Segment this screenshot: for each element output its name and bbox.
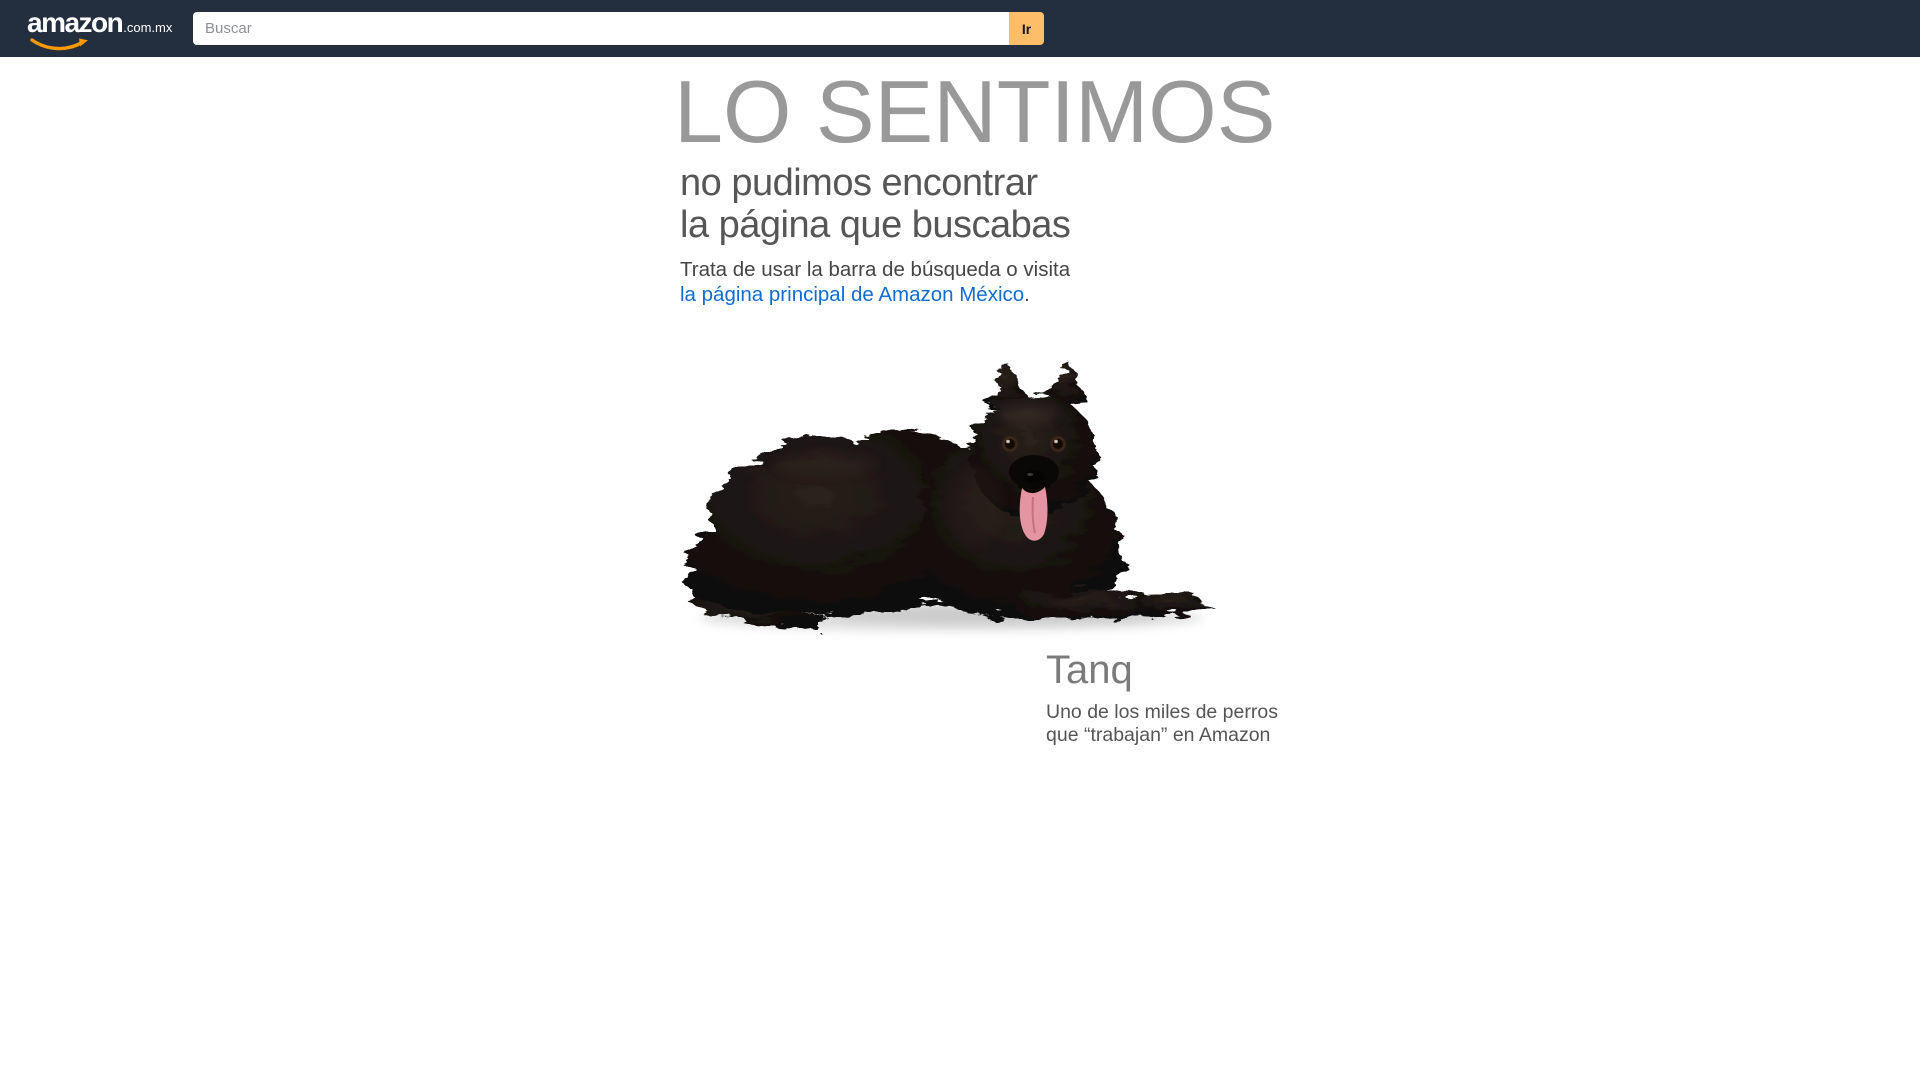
amazon-logo-brand: amazon <box>27 7 123 38</box>
amazon-logo[interactable] <box>27 8 172 38</box>
link-period: . <box>1024 283 1030 306</box>
search-input[interactable] <box>193 12 1009 45</box>
dog-name: Tanq <box>1046 648 1133 692</box>
error-subtitle <box>680 162 1070 246</box>
error-title: LO SENTIMOS <box>674 62 1276 161</box>
error-subtitle-line1: no pudimos encontrar <box>680 162 1038 204</box>
dog-caption-line2: que “trabajan” en Amazon <box>1046 724 1271 746</box>
home-page-link[interactable]: la página principal de Amazon México <box>680 283 1025 306</box>
nav-bar <box>0 0 1920 57</box>
search-go-button[interactable]: Ir <box>1009 12 1044 45</box>
amazon-logo-domain: .com.mx <box>123 20 173 35</box>
error-help-text: Trata de usar la barra de búsqueda o visita <box>680 258 1071 281</box>
dog-caption-line1: Uno de los miles de perros <box>1046 701 1278 723</box>
dog-photo <box>676 356 1241 646</box>
error-help-link-line <box>680 282 1070 307</box>
amazon-smile-icon <box>30 37 92 53</box>
error-help <box>680 257 1070 307</box>
dog-caption <box>1046 701 1278 747</box>
error-subtitle-line2: la página que buscabas <box>680 204 1071 246</box>
